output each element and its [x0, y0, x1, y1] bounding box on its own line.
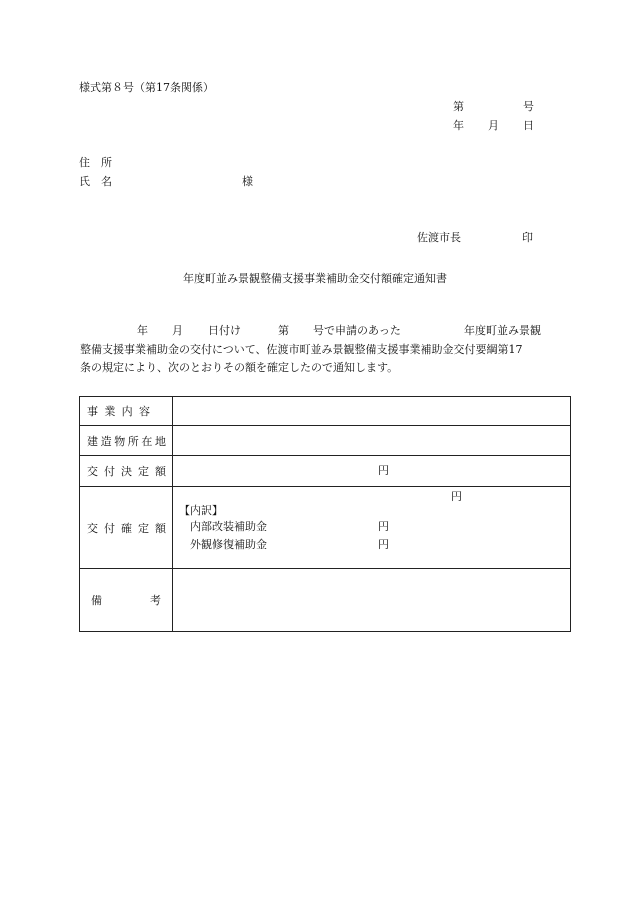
label-char: 決: [121, 465, 132, 478]
subsidy-table: [79, 396, 571, 632]
date-year: 年: [453, 119, 464, 132]
label-char: 造: [100, 434, 112, 448]
label-char: 額: [155, 521, 166, 535]
exterior-subsidy-label: 外観修復補助金: [190, 538, 267, 551]
form-number: 様式第８号（第17条関係）: [79, 81, 214, 94]
label-building-location: [80, 426, 173, 456]
label-char: 交: [87, 465, 98, 478]
label-char: 容: [138, 405, 150, 418]
date-month: 月: [488, 119, 499, 132]
value-project-content[interactable]: [173, 397, 571, 426]
label-char: 所: [127, 434, 139, 448]
body-no: 第: [278, 324, 289, 337]
interior-yen-unit: 円: [378, 520, 389, 533]
value-confirmed-amount[interactable]: [173, 487, 571, 569]
label-char: 付: [104, 521, 115, 535]
label-char: 定: [138, 465, 149, 478]
row-decided-amount: [80, 456, 571, 487]
row-project-content: [80, 397, 571, 426]
body-month: 月: [172, 324, 183, 337]
body-year: 年: [137, 324, 148, 337]
value-building-location[interactable]: [173, 426, 571, 456]
label-char: 付: [104, 465, 115, 478]
label-remarks: [80, 569, 173, 632]
breakdown-label: 【内訳】: [179, 504, 223, 517]
row-remarks: [80, 569, 571, 632]
label-char: 確: [121, 521, 132, 535]
label-confirmed-amount: [80, 487, 173, 569]
interior-subsidy-label: 内部改装補助金: [190, 520, 267, 533]
doc-number-prefix: 第: [453, 100, 464, 113]
document-title: 年度町並み景観整備支援事業補助金交付額確定通知書: [183, 272, 447, 285]
label-char: 建: [87, 434, 98, 448]
label-char: 地: [154, 434, 166, 448]
yen-unit: 円: [378, 464, 389, 477]
label-char: 備: [91, 594, 102, 607]
date-day: 日: [523, 119, 534, 132]
label-project-content: [80, 397, 173, 426]
label-char: 額: [155, 465, 166, 478]
total-yen-unit: 円: [451, 490, 462, 503]
address-label: 住 所: [79, 156, 112, 169]
body-line-3: 条の規定により、次のとおりその額を確定したので通知します。: [80, 361, 399, 374]
doc-number-suffix: 号: [523, 100, 534, 113]
label-char: 定: [138, 521, 149, 535]
body-dated: 日付け: [208, 324, 241, 337]
label-char: 事: [87, 405, 98, 418]
body-program: 年度町並み景観: [464, 324, 541, 337]
label-char: 交: [87, 521, 98, 535]
value-decided-amount[interactable]: [173, 456, 571, 487]
label-char: 考: [150, 594, 161, 607]
label-char: 物: [114, 434, 126, 448]
row-confirmed-amount: [80, 487, 571, 569]
value-remarks[interactable]: [173, 569, 571, 632]
body-applied: 号で申請のあった: [313, 324, 401, 337]
label-char: 在: [141, 434, 153, 448]
body-line-2: 整備支援事業補助金の交付について、佐渡市町並み景観整備支援事業補助金交付要綱第17: [80, 343, 523, 356]
label-decided-amount: [80, 456, 173, 487]
seal-mark: 印: [522, 231, 533, 244]
label-char: 業: [104, 405, 116, 418]
honorific: 様: [242, 175, 253, 188]
label-char: 内: [121, 405, 133, 418]
issuer-title: 佐渡市長: [417, 231, 461, 244]
row-building-location: [80, 426, 571, 456]
name-label: 氏 名: [79, 175, 112, 188]
exterior-yen-unit: 円: [378, 538, 389, 551]
